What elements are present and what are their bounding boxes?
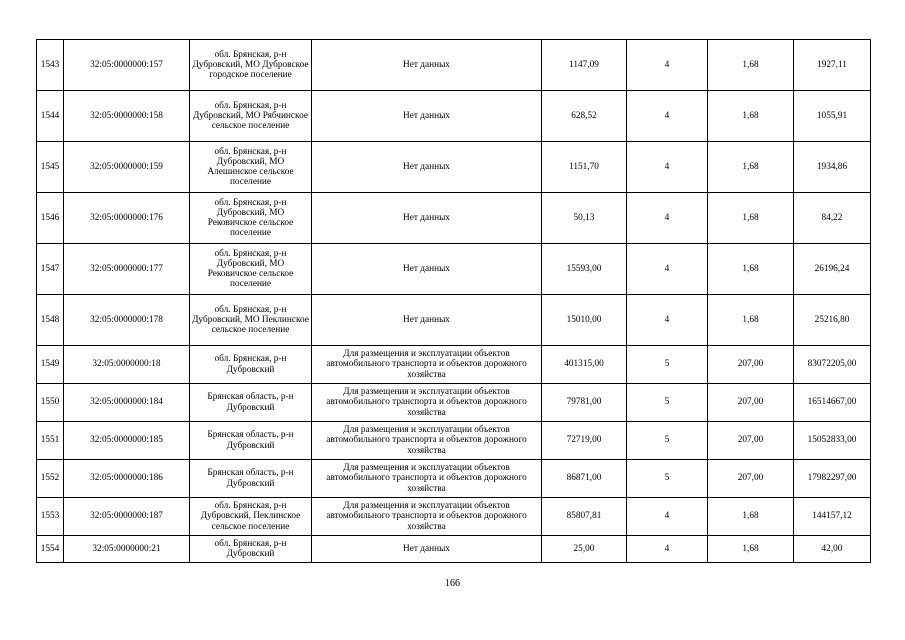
group: 5 xyxy=(627,346,708,384)
rate: 207,00 xyxy=(708,346,794,384)
cadastral-number: 32:05:0000000:157 xyxy=(64,40,190,91)
rate: 1,68 xyxy=(708,244,794,295)
cadastral-number: 32:05:0000000:184 xyxy=(64,384,190,422)
group: 4 xyxy=(627,193,708,244)
table-row xyxy=(37,40,871,91)
permitted-use: Нет данных xyxy=(312,193,542,244)
permitted-use: Нет данных xyxy=(312,536,542,563)
row-number: 1549 xyxy=(37,346,64,384)
permitted-use: Для размещения и эксплуатации объектов автомобильного транспорта и объектов дорожного хозяйства xyxy=(312,498,542,536)
row-number: 1546 xyxy=(37,193,64,244)
table-row xyxy=(37,346,871,384)
group: 4 xyxy=(627,40,708,91)
cadastral-number: 32:05:0000000:185 xyxy=(64,422,190,460)
cadastral-value: 84,22 xyxy=(794,193,871,244)
land-registry-table xyxy=(36,39,871,563)
cadastral-number: 32:05:0000000:187 xyxy=(64,498,190,536)
row-number: 1548 xyxy=(37,295,64,346)
rate: 1,68 xyxy=(708,536,794,563)
row-number: 1554 xyxy=(37,536,64,563)
group: 5 xyxy=(627,460,708,498)
cadastral-value: 1934,86 xyxy=(794,142,871,193)
area: 628,52 xyxy=(542,91,627,142)
group: 4 xyxy=(627,536,708,563)
table-row xyxy=(37,384,871,422)
table-row xyxy=(37,295,871,346)
group: 5 xyxy=(627,422,708,460)
cadastral-number: 32:05:0000000:177 xyxy=(64,244,190,295)
row-number: 1545 xyxy=(37,142,64,193)
address: обл. Брянская, р-н Дубровский xyxy=(190,536,312,563)
table-row xyxy=(37,460,871,498)
area: 15593,00 xyxy=(542,244,627,295)
permitted-use: Для размещения и эксплуатации объектов автомобильного транспорта и объектов дорожного хозяйства xyxy=(312,460,542,498)
cadastral-number: 32:05:0000000:159 xyxy=(64,142,190,193)
area: 72719,00 xyxy=(542,422,627,460)
cadastral-value: 25216,80 xyxy=(794,295,871,346)
permitted-use: Для размещения и эксплуатации объектов автомобильного транспорта и объектов дорожного хозяйства xyxy=(312,346,542,384)
cadastral-value: 144157,12 xyxy=(794,498,871,536)
group: 4 xyxy=(627,142,708,193)
address: обл. Брянская, р-н Дубровский, МО Алешинское сельское поселение xyxy=(190,142,312,193)
group: 4 xyxy=(627,91,708,142)
group: 4 xyxy=(627,498,708,536)
area: 401315,00 xyxy=(542,346,627,384)
cadastral-value: 1927,11 xyxy=(794,40,871,91)
table-row xyxy=(37,142,871,193)
cadastral-value: 16514667,00 xyxy=(794,384,871,422)
area: 1151,70 xyxy=(542,142,627,193)
table-row xyxy=(37,536,871,563)
cadastral-value: 26196,24 xyxy=(794,244,871,295)
page-number: 166 xyxy=(445,578,460,589)
area: 86871,00 xyxy=(542,460,627,498)
cadastral-number: 32:05:0000000:21 xyxy=(64,536,190,563)
rate: 207,00 xyxy=(708,384,794,422)
cadastral-number: 32:05:0000000:178 xyxy=(64,295,190,346)
cadastral-value: 42,00 xyxy=(794,536,871,563)
rate: 1,68 xyxy=(708,91,794,142)
row-number: 1553 xyxy=(37,498,64,536)
address: Брянская область, р-н Дубровский xyxy=(190,422,312,460)
permitted-use: Нет данных xyxy=(312,142,542,193)
area: 50,13 xyxy=(542,193,627,244)
permitted-use: Нет данных xyxy=(312,244,542,295)
table-row xyxy=(37,91,871,142)
row-number: 1550 xyxy=(37,384,64,422)
address: Брянская область, р-н Дубровский xyxy=(190,384,312,422)
area: 1147,09 xyxy=(542,40,627,91)
area: 25,00 xyxy=(542,536,627,563)
rate: 1,68 xyxy=(708,498,794,536)
address: Брянская область, р-н Дубровский xyxy=(190,460,312,498)
address: обл. Брянская, р-н Дубровский, МО Рековичское сельское поселение xyxy=(190,244,312,295)
cadastral-number: 32:05:0000000:18 xyxy=(64,346,190,384)
row-number: 1551 xyxy=(37,422,64,460)
table-row xyxy=(37,498,871,536)
row-number: 1547 xyxy=(37,244,64,295)
permitted-use: Нет данных xyxy=(312,91,542,142)
address: обл. Брянская, р-н Дубровский xyxy=(190,346,312,384)
rate: 1,68 xyxy=(708,40,794,91)
cadastral-value: 17982297,00 xyxy=(794,460,871,498)
cadastral-number: 32:05:0000000:186 xyxy=(64,460,190,498)
area: 79781,00 xyxy=(542,384,627,422)
group: 4 xyxy=(627,244,708,295)
rate: 207,00 xyxy=(708,460,794,498)
address: обл. Брянская, р-н Дубровский, Пеклинское сельское поселение xyxy=(190,498,312,536)
group: 5 xyxy=(627,384,708,422)
cadastral-value: 1055,91 xyxy=(794,91,871,142)
table-row xyxy=(37,422,871,460)
permitted-use: Нет данных xyxy=(312,40,542,91)
address: обл. Брянская, р-н Дубровский, МО Рековичское сельское поселение xyxy=(190,193,312,244)
cadastral-number: 32:05:0000000:158 xyxy=(64,91,190,142)
rate: 207,00 xyxy=(708,422,794,460)
table-row xyxy=(37,193,871,244)
row-number: 1543 xyxy=(37,40,64,91)
cadastral-value: 15052833,00 xyxy=(794,422,871,460)
cadastral-value: 83072205,00 xyxy=(794,346,871,384)
row-number: 1544 xyxy=(37,91,64,142)
permitted-use: Для размещения и эксплуатации объектов автомобильного транспорта и объектов дорожного хозяйства xyxy=(312,384,542,422)
rate: 1,68 xyxy=(708,295,794,346)
rate: 1,68 xyxy=(708,142,794,193)
rate: 1,68 xyxy=(708,193,794,244)
cadastral-number: 32:05:0000000:176 xyxy=(64,193,190,244)
address: обл. Брянская, р-н Дубровский, МО Рябчинское сельское поселение xyxy=(190,91,312,142)
group: 4 xyxy=(627,295,708,346)
area: 85807,81 xyxy=(542,498,627,536)
table-row xyxy=(37,244,871,295)
permitted-use: Нет данных xyxy=(312,295,542,346)
permitted-use: Для размещения и эксплуатации объектов автомобильного транспорта и объектов дорожного хозяйства xyxy=(312,422,542,460)
address: обл. Брянская, р-н Дубровский, МО Дубровское городское поселение xyxy=(190,40,312,91)
area: 15010,00 xyxy=(542,295,627,346)
row-number: 1552 xyxy=(37,460,64,498)
address: обл. Брянская, р-н Дубровский, МО Пеклинское сельское поселение xyxy=(190,295,312,346)
